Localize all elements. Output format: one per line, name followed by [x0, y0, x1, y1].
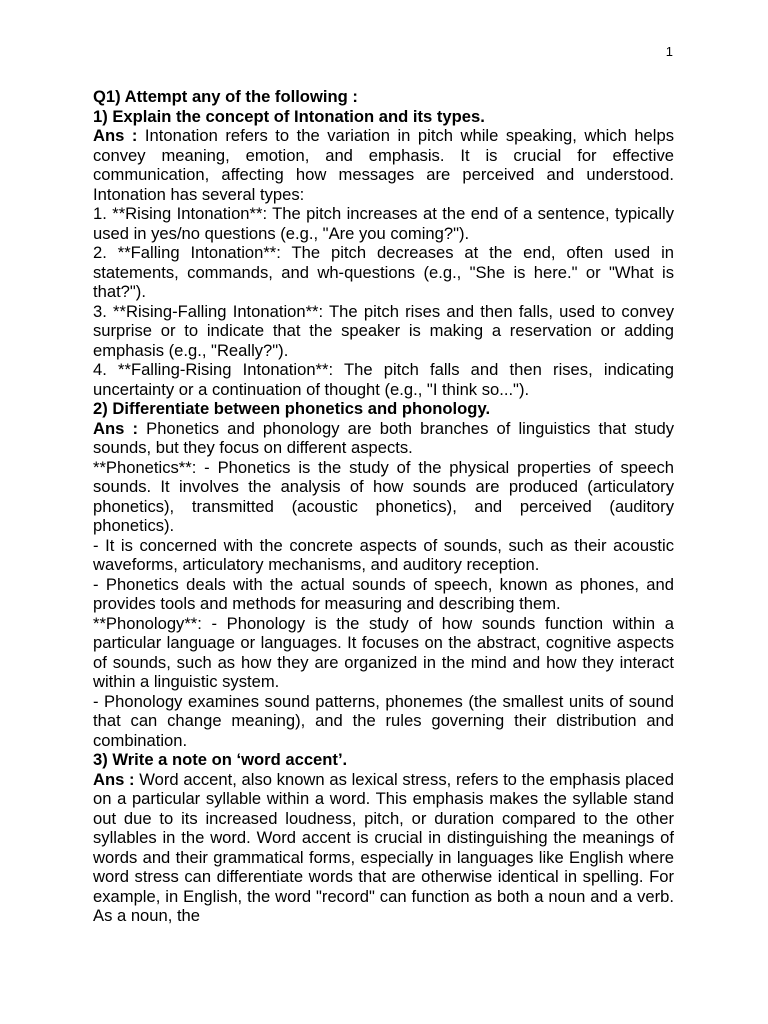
paragraph: **Phonology**: - Phonology is the study of how sounds function within a particular language or languages. It focuses on the abstract, cognitive aspects of sounds, such as how they are organized in the mind and how they interact within a linguistic system.	[93, 613, 674, 691]
answer-1	[93, 126, 674, 204]
answer-text: Intonation refers to the variation in pitch while speaking, which helps convey meaning, emotion, and emphasis. It is crucial for effective communication, affecting how messages are perceived and understood. Intonation has several types:	[93, 126, 675, 204]
paragraph: - It is concerned with the concrete aspects of sounds, such as their acoustic waveforms, articulatory mechanisms, and auditory reception.	[93, 535, 674, 574]
question-1: 1) Explain the concept of Intonation and its types.	[93, 106, 485, 126]
document-body	[93, 87, 674, 926]
answer-text: Word accent, also known as lexical stress, refers to the emphasis placed on a particular syllable within a word. This emphasis makes the syllable stand out due to its increased loudness, pitch, or duration compared to the other syllables in the word. Word accent is crucial in distinguishing the meanings of words and their grammatical forms, especially in languages like English where word stress can differentiate words that are otherwise identical in spelling. For example, in English, the word "record" can function as both a noun and a verb. As a noun, the	[93, 769, 674, 925]
page-number: 1	[665, 44, 673, 59]
answer-label: Ans :	[93, 126, 138, 145]
answer-text: Phonetics and phonology are both branches of linguistics that study sounds, but they focus on different aspects.	[93, 418, 674, 457]
answer-3	[93, 770, 674, 926]
list-item: 1. **Rising Intonation**: The pitch increases at the end of a sentence, typically used in yes/no questions (e.g., "Are you coming?").	[93, 204, 674, 243]
list-item: 3. **Rising-Falling Intonation**: The pitch rises and then falls, used to convey surprise or to indicate that the speaker is making a reservation or adding emphasis (e.g., "Really?").	[93, 301, 674, 360]
question-3: 3) Write a note on ‘word accent’.	[93, 750, 348, 769]
paragraph: **Phonetics**: - Phonetics is the study of the physical properties of speech sounds. It involves the analysis of how sounds are produced (articulatory phonetics), transmitted (acoustic phonetics), and perceived (auditory phonetics).	[93, 457, 674, 535]
question-2: 2) Differentiate between phonetics and phonology.	[93, 399, 491, 418]
list-item: 4. **Falling-Rising Intonation**: The pitch falls and then rises, indicating uncertainty or a continuation of thought (e.g., "I think so...").	[93, 360, 674, 399]
answer-label: Ans :	[93, 418, 138, 438]
section-heading: Q1) Attempt any of the following :	[93, 87, 358, 106]
answer-2	[93, 419, 674, 458]
answer-label: Ans :	[93, 769, 135, 789]
paragraph: - Phonology examines sound patterns, phonemes (the smallest units of sound that can change meaning), and the rules governing their distribution and combination.	[93, 691, 674, 750]
paragraph: - Phonetics deals with the actual sounds of speech, known as phones, and provides tools and methods for measuring and describing them.	[93, 574, 674, 613]
list-item: 2. **Falling Intonation**: The pitch decreases at the end, often used in statements, commands, and wh-questions (e.g., "She is here." or "What is that?").	[93, 243, 674, 301]
